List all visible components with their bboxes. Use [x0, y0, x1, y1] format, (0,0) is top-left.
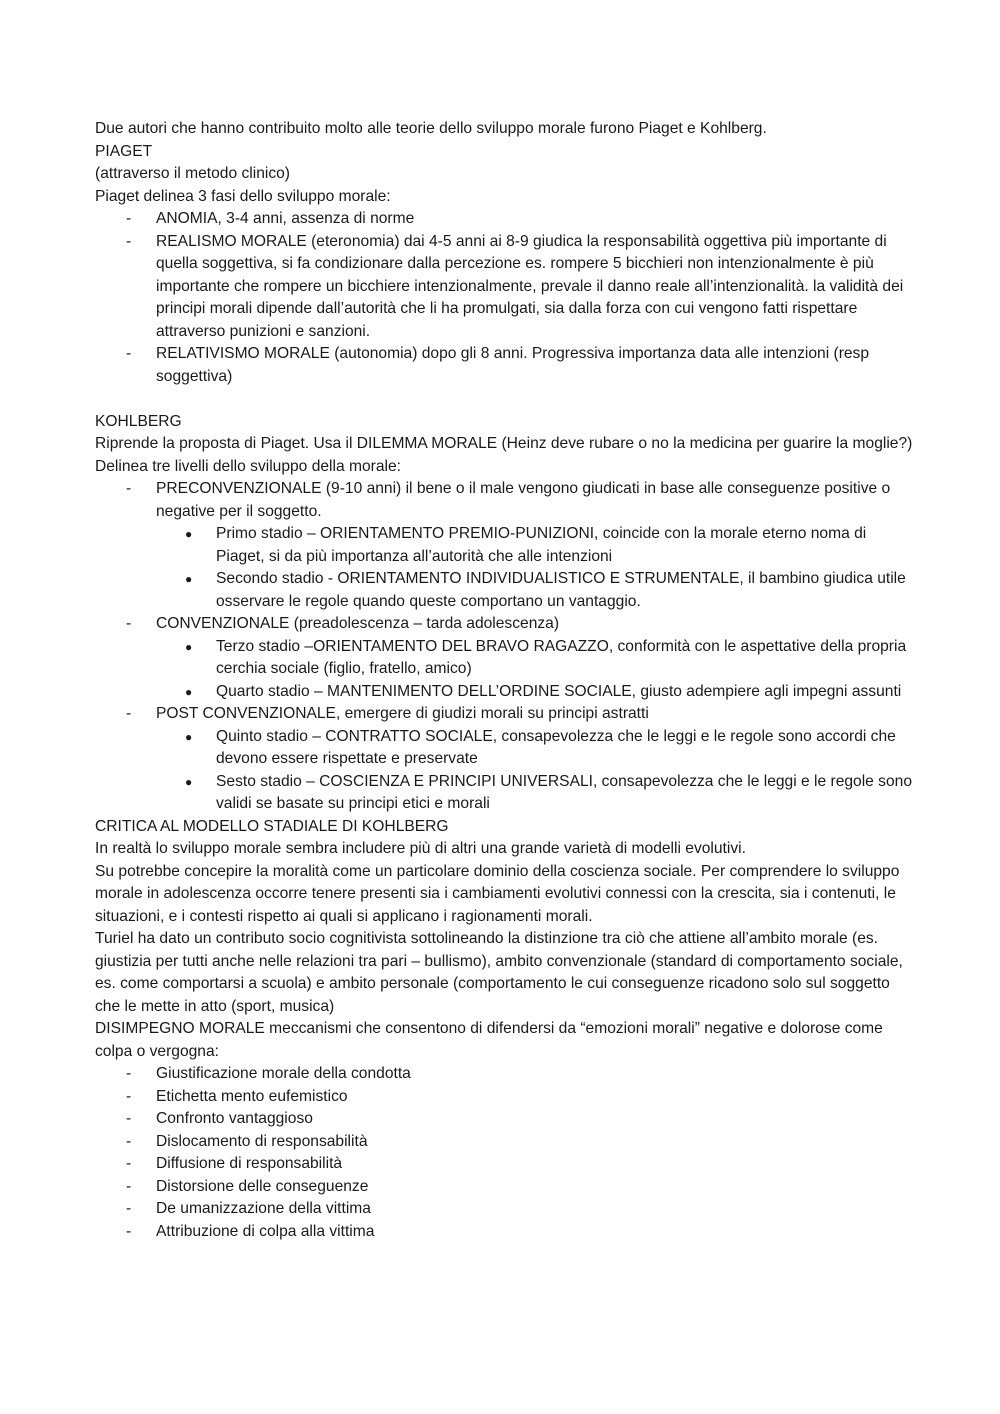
kohlberg-level-item: [95, 613, 915, 636]
piaget-phase-text: ANOMIA, 3-4 anni, assenza di norme: [156, 210, 415, 227]
disimpegno-item-text: Confronto vantaggioso: [156, 1110, 313, 1127]
bullet-marker: ●: [185, 774, 193, 789]
kohlberg-stage-text: Primo stadio – ORIENTAMENTO PREMIO-PUNIZIONI, coincide con la morale eterno noma di Piaget, si da più importanza all’autorità che alle intenzioni: [216, 525, 867, 565]
piaget-method: (attraverso il metodo clinico): [95, 165, 290, 182]
piaget-phase-text: REALISMO MORALE (eteronomia) dai 4-5 anni ai 8-9 giudica la responsabilità oggettiva più importante di quella soggettiva, si fa condizionare dalla percezione es. rompere 5 bicchieri non intenzionalmente è più importante che rompere un bicchiere intenzionalmente, prevale il danno reale all’intenzionalità. la validità dei principi morali dipende dall’autorità che li ha promulgati, sia dalla forza con cui vengono fatti rispettare attraverso punizioni e sanzioni.: [156, 232, 904, 340]
disimpegno-item-text: Dislocamento di responsabilità: [156, 1132, 368, 1150]
kohlberg-level-text: POST CONVENZIONALE, emergere di giudizi morali su principi astratti: [156, 705, 649, 722]
kohlberg-level-text: PRECONVENZIONALE (9-10 anni) il bene o il male vengono giudicati in base alle conseguenze positive o negative per il soggetto.: [156, 480, 891, 520]
dash-marker: -: [126, 210, 132, 227]
critica-paragraph: Su potrebbe concepire la moralità come un particolare dominio della coscienza sociale. Per comprendere lo sviluppo morale in adolescenza occorre tenere presenti sia i cambiamenti evolutivi connessi con la crescita, sia i contenuti, le situazioni, e i contesti rispetto ai quali si applicano i ragionamenti morali.: [95, 862, 900, 925]
bullet-marker: ●: [185, 639, 193, 654]
bullet-marker: ●: [185, 684, 193, 699]
disimpegno-item: [95, 1086, 915, 1109]
blank-line: [95, 388, 915, 411]
dash-marker: -: [126, 1087, 132, 1105]
kohlberg-stage-text: Quinto stadio – CONTRATTO SOCIALE, consapevolezza che le leggi e le regole sono accordi che devono essere rispettate e preservate: [216, 727, 896, 767]
disimpegno-item: [95, 1108, 915, 1131]
piaget-lead: Piaget delinea 3 fasi dello sviluppo morale:: [95, 187, 391, 205]
kohlberg-stage-item: [95, 726, 915, 771]
disimpegno-item-text: De umanizzazione della vittima: [156, 1200, 371, 1217]
piaget-heading: PIAGET: [95, 142, 153, 160]
kohlberg-stage-item: [95, 636, 915, 681]
dash-marker: -: [126, 1065, 132, 1082]
dash-marker: -: [126, 1177, 132, 1195]
kohlberg-lead: Delinea tre livelli dello sviluppo della morale:: [95, 457, 401, 475]
disimpegno-item: [95, 1153, 915, 1176]
disimpegno-item-text: Attribuzione di colpa alla vittima: [156, 1222, 375, 1240]
bullet-marker: ●: [185, 527, 193, 541]
dash-marker: -: [126, 615, 132, 632]
kohlberg-level-text: CONVENZIONALE (preadolescenza – tarda adolescenza): [156, 615, 560, 632]
disimpegno-item: [95, 1176, 915, 1199]
dash-marker: -: [126, 1110, 132, 1127]
piaget-phase-text: RELATIVISMO MORALE (autonomia) dopo gli 8 anni. Progressiva importanza data alle intenzioni (resp soggettiva): [156, 345, 870, 385]
kohlberg-paragraph: Riprende la proposta di Piaget. Usa il DILEMMA MORALE (Heinz deve rubare o no la medicina per guarire la moglie?): [95, 435, 913, 452]
kohlberg-stage-text: Secondo stadio - ORIENTAMENTO INDIVIDUALISTICO E STRUMENTALE, il bambino giudica utile osservare le regole quando queste comportano un vantaggio.: [216, 570, 906, 610]
kohlberg-level-item: [95, 703, 915, 726]
kohlberg-stage-item: [95, 568, 915, 613]
disimpegno-item-text: Diffusione di responsabilità: [156, 1155, 343, 1172]
disimpegno-item-text: Etichetta mento eufemistico: [156, 1087, 348, 1105]
kohlberg-stage-item: [95, 681, 915, 704]
disimpegno-item: [95, 1198, 915, 1221]
kohlberg-stage-text: Quarto stadio – MANTENIMENTO DELL’ORDINE SOCIALE, giusto adempiere agli impegni assunti: [216, 682, 902, 700]
dash-marker: -: [126, 345, 132, 362]
critica-paragraph: In realtà lo sviluppo morale sembra includere più di altri una grande varietà di modelli evolutivi.: [95, 840, 746, 857]
disimpegno-item: [95, 1131, 915, 1154]
turiel-paragraph: Turiel ha dato un contributo socio cognitivista sottolineando la distinzione tra ciò che attiene all’ambito morale (es. giustizia per tutti anche nelle relazioni tra pari – bullismo), ambito convenzionale (standard di comportamento sociale, es. come comportarsi a scuola) e ambito personale (comportamento le cui conseguenze ricadono solo sul soggetto che le mette in atto (sport, musica): [95, 930, 903, 1015]
document-body: [95, 118, 915, 1243]
dash-marker: -: [126, 1132, 132, 1150]
disimpegno-item-text: Giustificazione morale della condotta: [156, 1065, 411, 1082]
kohlberg-level-item: [95, 478, 915, 523]
intro-paragraph: Due autori che hanno contribuito molto alle teorie dello sviluppo morale furono Piaget e Kohlberg.: [95, 120, 767, 137]
dash-marker: -: [126, 232, 132, 250]
piaget-phase-item: [95, 208, 915, 231]
kohlberg-stage-item: [95, 771, 915, 816]
piaget-phase-item: [95, 343, 915, 388]
disimpegno-item: [95, 1221, 915, 1244]
disimpegno-item: [95, 1063, 915, 1086]
kohlberg-stage-text: Terzo stadio –ORIENTAMENTO DEL BRAVO RAGAZZO, conformità con le aspettative della propria cerchia sociale (figlio, fratello, amico): [216, 637, 907, 677]
bullet-marker: ●: [185, 729, 193, 744]
kohlberg-stage-item: [95, 523, 915, 568]
dash-marker: -: [126, 1155, 132, 1172]
kohlberg-stage-text: Sesto stadio – COSCIENZA E PRINCIPI UNIVERSALI, consapevolezza che le leggi e le regole sono validi se basate su principi etici e morali: [216, 772, 912, 812]
critica-heading: CRITICA AL MODELLO STADIALE DI KOHLBERG: [95, 817, 449, 835]
disimpegno-paragraph: DISIMPEGNO MORALE meccanismi che consentono di difendersi da “emozioni morali” negative e dolorose come colpa o vergogna:: [95, 1020, 883, 1060]
piaget-phase-item: [95, 231, 915, 344]
dash-marker: -: [126, 480, 132, 497]
disimpegno-item-text: Distorsione delle conseguenze: [156, 1177, 369, 1195]
kohlberg-heading: KOHLBERG: [95, 412, 182, 430]
dash-marker: -: [126, 1222, 132, 1240]
dash-marker: -: [126, 1200, 132, 1217]
bullet-marker: ●: [185, 572, 193, 586]
dash-marker: -: [126, 705, 132, 722]
